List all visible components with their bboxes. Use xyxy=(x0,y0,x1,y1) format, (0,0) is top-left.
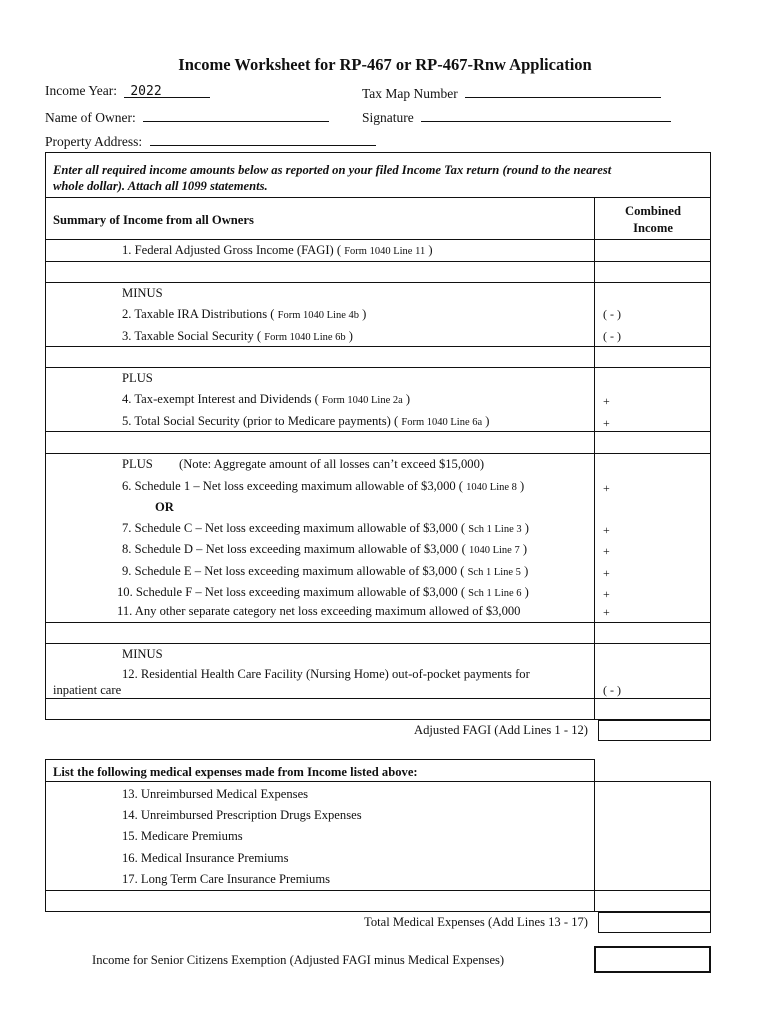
tax-map-field[interactable] xyxy=(465,83,661,98)
income-year-label: Income Year: xyxy=(45,83,117,98)
line-6-plus-sign: + xyxy=(603,481,610,495)
line-8-label: 8. Schedule D – Net loss exceeding maximum allowable of $3,000 ( 1040 Line 7 ) xyxy=(122,542,528,556)
line-12-label-2: inpatient care xyxy=(53,683,122,697)
line-16-label: 16. Medical Insurance Premiums xyxy=(122,851,289,865)
total-medical-amount[interactable] xyxy=(598,912,711,933)
owner-row xyxy=(45,107,329,126)
plus-label-1: PLUS xyxy=(122,371,153,385)
adjusted-fagi-amount[interactable] xyxy=(598,720,711,741)
income-table xyxy=(45,152,711,720)
line-15-label: 15. Medicare Premiums xyxy=(122,829,243,843)
line-2-minus-sign: ( - ) xyxy=(603,307,621,321)
line-4-label: 4. Tax-exempt Interest and Dividends ( Form 1040 Line 2a ) xyxy=(122,392,411,406)
combined-income-header-2: Income xyxy=(633,221,673,235)
or-label: OR xyxy=(155,500,174,514)
line-12-label-1: 12. Residential Health Care Facility (Nursing Home) out-of-pocket payments for xyxy=(122,667,530,681)
signature-label: Signature xyxy=(362,110,414,125)
line-11-plus-sign: + xyxy=(603,605,610,619)
medical-amount-column xyxy=(594,781,711,912)
address-row xyxy=(45,131,376,150)
instructions-line-2: whole dollar). Attach all 1099 statements. xyxy=(53,179,268,193)
final-income-label: Income for Senior Citizens Exemption (Adjusted FAGI minus Medical Expenses) xyxy=(92,953,505,967)
page-title: Income Worksheet for RP-467 or RP-467-Rnw Application xyxy=(178,55,592,74)
income-year-field[interactable]: 2022 xyxy=(124,84,210,98)
minus-label-1: MINUS xyxy=(122,286,163,300)
address-label: Property Address: xyxy=(45,134,143,149)
tax-map-row xyxy=(362,83,661,102)
line-9-plus-sign: + xyxy=(603,566,610,580)
line-2-label: 2. Taxable IRA Distributions ( Form 1040 Line 4b ) xyxy=(122,307,367,321)
line-4-plus-sign: + xyxy=(603,394,610,408)
line-6-label: 6. Schedule 1 – Net loss exceeding maximum allowable of $3,000 ( 1040 Line 8 ) xyxy=(122,479,525,493)
losses-note: (Note: Aggregate amount of all losses can’t exceed $15,000) xyxy=(179,457,485,471)
signature-row xyxy=(362,107,671,126)
signature-field[interactable] xyxy=(421,107,671,122)
line-17-label: 17. Long Term Care Insurance Premiums xyxy=(122,872,331,886)
line-7-plus-sign: + xyxy=(603,523,610,537)
address-field[interactable] xyxy=(150,131,376,146)
adjusted-fagi-label: Adjusted FAGI (Add Lines 1 - 12) xyxy=(414,723,588,737)
line-10-label: 10. Schedule F – Net loss exceeding maximum allowable of $3,000 ( Sch 1 Line 6 ) xyxy=(117,585,529,599)
combined-income-header-1: Combined xyxy=(625,204,681,218)
line-13-label: 13. Unreimbursed Medical Expenses xyxy=(122,787,309,801)
line-10-plus-sign: + xyxy=(603,587,610,601)
line-3-minus-sign: ( - ) xyxy=(603,329,621,343)
line-1-amount[interactable] xyxy=(595,240,711,261)
owner-field[interactable] xyxy=(143,107,329,122)
plus-label-2: PLUS xyxy=(122,457,153,471)
minus-label-2: MINUS xyxy=(122,647,163,661)
medical-heading: List the following medical expenses made from Income listed above: xyxy=(53,765,418,779)
line-3-label: 3. Taxable Social Security ( Form 1040 Line 6b ) xyxy=(122,329,353,343)
line-8-plus-sign: + xyxy=(603,544,610,558)
tax-map-label: Tax Map Number xyxy=(362,86,458,101)
line-14-label: 14. Unreimbursed Prescription Drugs Expenses xyxy=(122,808,362,822)
line-7-label: 7. Schedule C – Net loss exceeding maximum allowable of $3,000 ( Sch 1 Line 3 ) xyxy=(122,521,529,535)
column-divider xyxy=(594,197,595,720)
line-9-label: 9. Schedule E – Net loss exceeding maximum allowable of $3,000 ( Sch 1 Line 5 ) xyxy=(122,564,529,578)
line-1-label: 1. Federal Adjusted Gross Income (FAGI) ( Form 1040 Line 11 ) xyxy=(122,243,433,257)
line-5-plus-sign: + xyxy=(603,416,610,430)
line-5-label: 5. Total Social Security (prior to Medicare payments) ( Form 1040 Line 6a ) xyxy=(122,414,490,428)
owner-label: Name of Owner: xyxy=(45,110,136,125)
line-11-label: 11. Any other separate category net loss exceeding maximum allowed of $3,000 xyxy=(117,604,521,618)
line-12-minus-sign: ( - ) xyxy=(603,683,621,697)
summary-heading: Summary of Income from all Owners xyxy=(53,213,254,227)
total-medical-label: Total Medical Expenses (Add Lines 13 - 17) xyxy=(364,915,588,929)
final-income-amount[interactable] xyxy=(594,946,711,973)
instructions-line-1: Enter all required income amounts below as reported on your filed Income Tax return (round to the nearest xyxy=(53,163,612,177)
income-year-row xyxy=(45,83,210,99)
